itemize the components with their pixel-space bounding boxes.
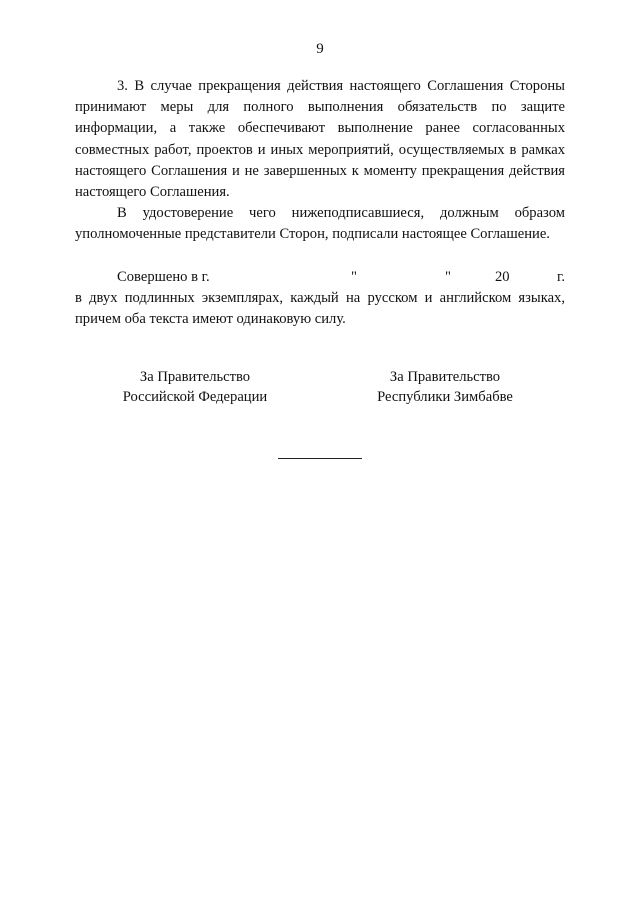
document-body — [75, 76, 565, 330]
spacer — [75, 246, 565, 267]
paragraph-termination: 3. В случае прекращения действия настоящего Соглашения Стороны принимают меры для полного выполнения обязательств по защите информации, а также обеспечивают выполнение ранее согласованных совместных работ, проектов и иных мероприятий, осуществляемых в рамках настоящего Соглашения и не завершенных к моменту прекращения действия настоящего Соглашения. — [75, 78, 565, 201]
signature-russia — [75, 367, 315, 407]
paragraph-witness: В удостоверение чего нижеподписавшиеся, должным образом уполномоченные представители Сторон, подписали настоящее Соглашение. — [75, 205, 565, 243]
signature-zimbabwe-line1: За Правительство — [389, 369, 501, 385]
signature-zimbabwe-line2: Республики Зимбабве — [377, 389, 513, 405]
year-prefix: 20 — [495, 268, 510, 285]
page-number: 9 — [316, 41, 324, 57]
quote-close: " — [445, 268, 451, 285]
paragraph-copies: в двух подлинных экземплярах, каждый на русском и английском языках, причем оба текста имеют одинаковую силу. — [75, 289, 565, 328]
signature-russia-line1: За Правительство — [139, 369, 251, 385]
date-quotes — [351, 267, 451, 288]
done-at-line — [75, 267, 565, 288]
done-at-prefix: Совершено в г. — [117, 268, 210, 285]
signature-zimbabwe — [325, 367, 565, 407]
end-of-document-rule — [278, 458, 362, 459]
signature-russia-line2: Российской Федерации — [122, 389, 268, 405]
year-field — [495, 267, 565, 288]
quote-open: " — [351, 268, 357, 285]
year-suffix: г. — [557, 268, 565, 285]
